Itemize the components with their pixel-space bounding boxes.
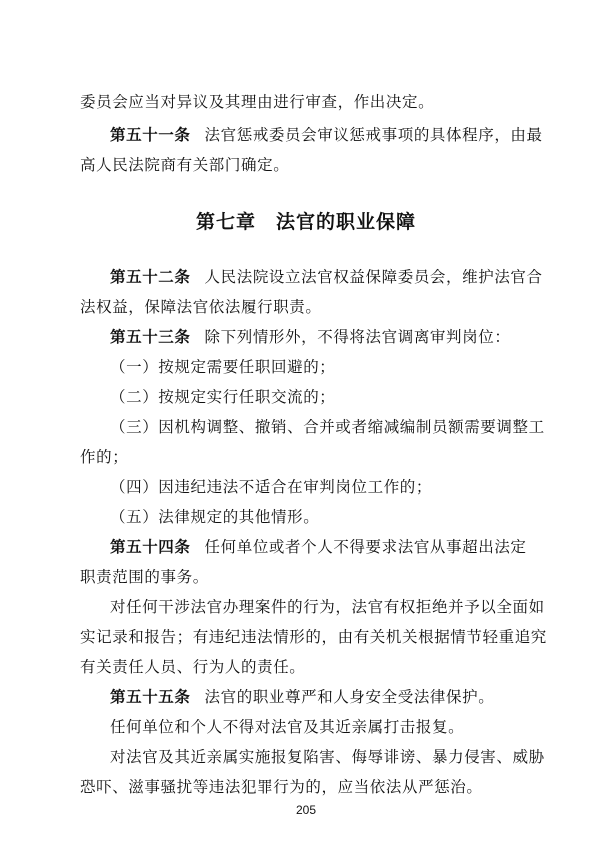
article-number: 第五十四条	[110, 538, 191, 556]
line-text: （二）按规定实行任职交流的；	[110, 388, 336, 406]
list-item	[110, 387, 540, 407]
line-text: 对法官及其近亲属实施报复陷害、侮辱诽谤、暴力侵害、威胁	[110, 748, 545, 766]
text-line	[110, 597, 545, 617]
list-item	[110, 507, 540, 527]
list-item	[110, 357, 540, 377]
text-line	[80, 92, 540, 112]
text-line	[80, 297, 540, 317]
line-text: 实记录和报告；有违纪违法情形的，由有关机关根据情节轻重追究	[80, 628, 547, 646]
article-number: 第五十三条	[110, 328, 191, 346]
list-item	[110, 417, 545, 437]
text-line	[80, 777, 540, 797]
line-text: 法官的职业尊严和人身安全受法律保护。	[204, 688, 495, 706]
article-55-line	[110, 687, 540, 707]
line-text: 作的；	[80, 448, 129, 466]
text-line	[110, 747, 545, 767]
line-text: 法官惩戒委员会审议惩戒事项的具体程序，由最	[204, 126, 543, 144]
text-line	[80, 447, 540, 467]
chapter-title: 第七章 法官的职业保障	[195, 211, 416, 233]
line-text: 高人民法院商有关部门确定。	[80, 156, 290, 174]
line-text: （三）因机构调整、撤销、合并或者缩减编制员额需要调整工	[110, 418, 545, 436]
line-text: （一）按规定需要任职回避的；	[110, 358, 336, 376]
line-text: 任何单位和个人不得对法官及其近亲属打击报复。	[110, 718, 465, 736]
text-line	[110, 717, 540, 737]
text-line	[80, 567, 540, 587]
line-text: 人民法院设立法官权益保障委员会，维护法官合	[204, 268, 543, 286]
text-line	[80, 155, 540, 175]
page-number: 205	[295, 803, 317, 817]
line-text: 对任何干涉法官办理案件的行为，法官有权拒绝并予以全面如	[110, 598, 545, 616]
line-text: （五）法律规定的其他情形。	[110, 508, 320, 526]
line-text: （四）因违纪违法不适合在审判岗位工作的；	[110, 478, 433, 496]
line-text: 除下列情形外，不得将法官调离审判岗位：	[204, 328, 511, 346]
list-item	[110, 477, 540, 497]
article-51-line	[110, 125, 543, 145]
article-number: 第五十二条	[110, 268, 191, 286]
line-text: 职责范围的事务。	[80, 568, 209, 586]
line-text: 委员会应当对异议及其理由进行审查，作出决定。	[80, 93, 435, 111]
article-52-line	[110, 267, 543, 287]
line-text: 法权益，保障法官依法履行职责。	[80, 298, 322, 316]
article-number: 第五十一条	[110, 126, 191, 144]
text-line	[80, 657, 540, 677]
article-53-line	[110, 327, 540, 347]
article-number: 第五十五条	[110, 688, 191, 706]
line-text: 恐吓、滋事骚扰等违法犯罪行为的，应当依法从严惩治。	[80, 778, 483, 796]
article-54-line	[110, 537, 540, 557]
line-text: 有关责任人员、行为人的责任。	[80, 658, 306, 676]
line-text: 任何单位或者个人不得要求法官从事超出法定	[204, 538, 527, 556]
text-line	[80, 627, 547, 647]
